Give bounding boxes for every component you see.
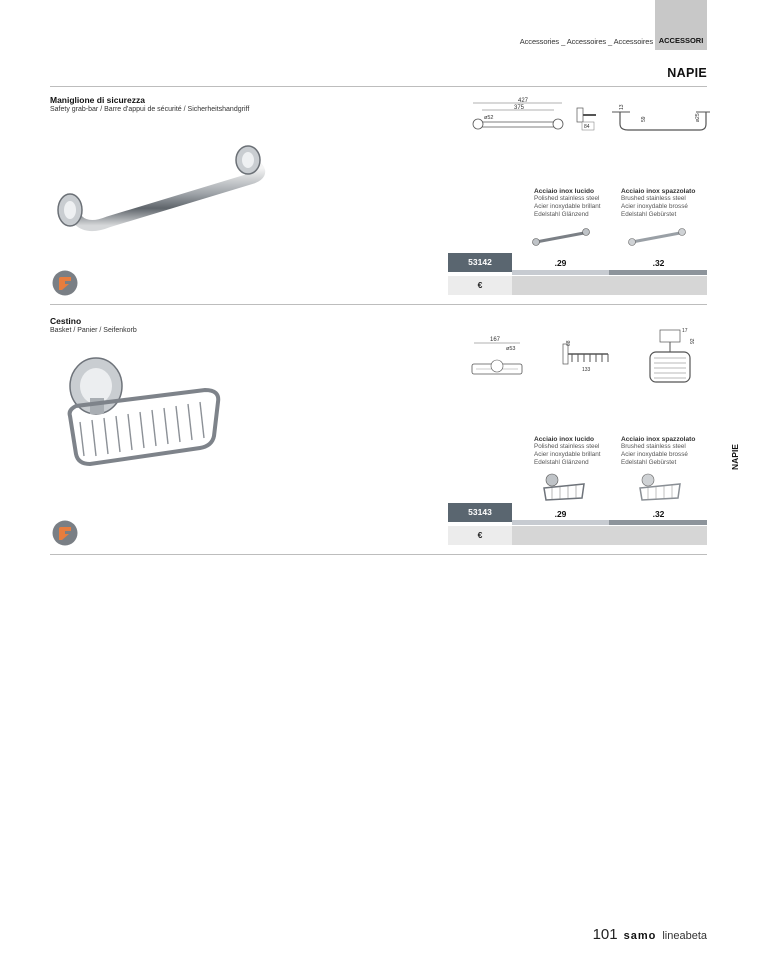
grab-bar-image [48, 140, 278, 240]
finish-de: Edelstahl Gebürstet [621, 211, 677, 218]
finish-en: Polished stainless steel [534, 195, 600, 202]
basket-image [60, 356, 230, 482]
grab-bar-thumb-brushed [626, 226, 690, 248]
product-subtitle: Safety grab-bar / Barre d'appui de sécurité / Sicherheitshandgriff [50, 106, 250, 113]
dim-13: 13 [619, 104, 625, 110]
finish-title: Acciaio inox lucido [534, 436, 595, 443]
finish-de: Edelstahl Gebürstet [621, 459, 677, 466]
dim-92: 92 [690, 338, 696, 344]
finish-fr: Acier inoxydable brillant [534, 203, 601, 210]
divider [50, 554, 707, 555]
product-title: Cestino [50, 316, 82, 326]
product-title: Maniglione di sicurezza [50, 95, 145, 105]
price-field [512, 526, 707, 545]
finish-en: Brushed stainless steel [621, 443, 686, 450]
footer [593, 926, 707, 943]
dim-depth: 133 [582, 367, 591, 373]
breadcrumb: Accessories _ Accessoires _ Accessoires [519, 37, 653, 46]
grab-bar-thumb-polished [530, 226, 594, 248]
feature-badge-icon [52, 270, 78, 296]
dim-width: 167 [490, 337, 501, 343]
currency: € [448, 276, 512, 295]
basket-thumb-polished [540, 472, 590, 504]
product-code: 53143 [448, 503, 512, 522]
finish-fr: Acier inoxydable brillant [534, 451, 601, 458]
brushed-stripe [609, 270, 707, 275]
finish-title: Acciaio inox spazzolato [621, 188, 696, 195]
brushed-stripe [609, 520, 707, 525]
finish-fr: Acier inoxydable brossé [621, 451, 688, 458]
price-polished: .29 [554, 509, 567, 519]
dim-59: 59 [641, 116, 647, 122]
finish-de: Edelstahl Glänzend [534, 459, 589, 466]
section-tab-label: ACCESSORI [658, 36, 704, 45]
side-series-label: NAPIE [730, 444, 740, 470]
brand-logo: samo [623, 930, 657, 942]
price-polished: .29 [554, 258, 567, 268]
page-number: 101 [592, 926, 618, 943]
dim-dia: ø53 [506, 346, 516, 352]
finish-en: Brushed stainless steel [621, 195, 686, 202]
grab-bar-drawing [470, 94, 710, 138]
price-field [512, 276, 707, 295]
dim-68: 68 [566, 340, 572, 346]
brand-line: lineabeta [662, 930, 707, 942]
price-brushed: .32 [652, 258, 665, 268]
product-subtitle: Basket / Panier / Seifenkorb [50, 327, 137, 334]
divider [50, 304, 707, 305]
basket-thumb-brushed [636, 472, 686, 504]
dim-depth: 84 [584, 124, 590, 130]
dim-17: 17 [682, 328, 688, 334]
divider [50, 86, 707, 87]
price-row [512, 253, 707, 272]
dim-inner: 375 [514, 105, 525, 111]
basket-drawing [468, 326, 708, 386]
finish-en: Polished stainless steel [534, 443, 600, 450]
price-row [512, 503, 707, 522]
feature-badge-icon [52, 520, 78, 546]
polished-stripe [512, 270, 609, 275]
price-brushed: .32 [652, 509, 665, 519]
finish-fr: Acier inoxydable brossé [621, 203, 688, 210]
dim-total: 427 [518, 98, 529, 104]
currency: € [448, 526, 512, 545]
finish-brushed [621, 188, 757, 219]
series-title: NAPIE [667, 66, 707, 80]
product-code: 53142 [448, 253, 512, 272]
finish-title: Acciaio inox spazzolato [621, 436, 696, 443]
finish-title: Acciaio inox lucido [534, 188, 595, 195]
finish-de: Edelstahl Glänzend [534, 211, 589, 218]
dim-25: ø25 [695, 113, 701, 122]
dim-dia: ø52 [484, 115, 494, 121]
polished-stripe [512, 520, 609, 525]
